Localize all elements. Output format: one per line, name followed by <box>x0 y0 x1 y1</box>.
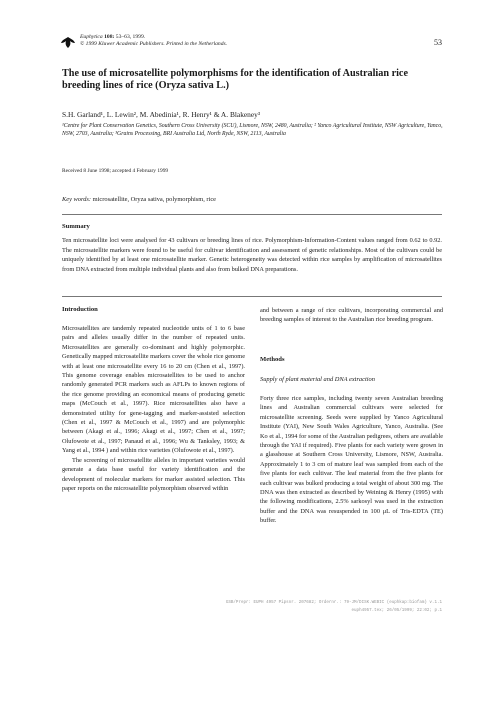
intro-paragraph-2: The screening of microsatellite alleles in important varieties would generate a data base useful for variety identification and the development of molecular markers for marker assisted selection. This paper reports on the microsatellite polymorphism observed within <box>62 456 245 492</box>
methods-subheading: Supply of plant material and DNA extraction <box>260 376 375 383</box>
intro-continuation: and between a range of rice cultivars, incorporating commercial and breeding samples of interest to the Australian rice breeding program. <box>260 307 443 324</box>
page-number: 53 <box>434 38 442 47</box>
methods-paragraph-1: Forty three rice samples, including twenty seven Australian breeding lines and Australian commercial cultivars were selected for microsatellite screening. Seeds were supplied by Yanco Agricultural Institute (YAI), New South Wales Agriculture, Yanco, Australia. (See Ko et al., 1994 for some of the Australian pedigrees, others are available through the YAI if required). Five plants for each variety were grown in a glasshouse at Southern Cross University, Lismore, NSW, Australia. Approximately 1 to 3 cm of mature leaf was sampled from each of the five plants for each cultivar. The leaf material from the five plants for each cultivar was bulked producing a total weight of about 300 mg. The DNA was then extracted as described by Weining & Henry (1995) with the following modifications, 2.5% sarkosyl was used in the extraction buffer and the DNA was resuspended in 100 μL of Tris-EDTA (TE) buffer. <box>260 395 443 525</box>
received-dates: Received 8 June 1998; accepted 4 February 1999 <box>62 168 169 174</box>
summary-heading: Summary <box>62 223 90 230</box>
publisher-logo-icon <box>60 36 76 49</box>
journal-name: Euphytica <box>80 34 103 40</box>
copyright-line: © 1999 Kluwer Academic Publishers. Printed in the Netherlands. <box>80 41 228 48</box>
keywords <box>62 196 216 203</box>
journal-header <box>80 34 460 49</box>
right-column <box>260 306 443 325</box>
keywords-text: microsatellite, Oryza sativa, polymorphism, rice <box>92 196 217 203</box>
footer-line-2: euph4957.tex; 26/05/1999; 22:02; p.1 <box>351 609 442 613</box>
journal-pages: 53–63, 1999. <box>115 34 146 40</box>
affiliations: ¹Centre for Plant Conservation Genetics, Southern Cross University (SCU), Lismore, NSW, 2480, Australia; ² Yanco Agricultural Institute, NSW Agriculture, Yanco, NSW, 2703, Australia; ³Grains Processing, BRI Australia Ltd, North Ryde, NSW, 2113, Australia <box>62 123 443 138</box>
divider-top <box>62 214 442 215</box>
author-list: S.H. Garland¹, L. Lewin², M. Abedinia¹, R. Henry¹ & A. Blakeney³ <box>62 110 261 119</box>
print-footer <box>82 599 442 615</box>
intro-paragraph-1: Microsatellites are tandemly repeated nucleotide units of 1 to 6 base pairs and alleles usually differ in the number of repeated units. Microsatellites are generally co-dominant and highly polymorphic. Genetically mapped microsatellite markers cover the whole rice genome with at least one microsatellite every 16 to 20 cm (Chen et al., 1997). This genome coverage enables microsatellites to be used to anchor randomly generated PCR markers such as AFLPs to known regions of the rice genome providing an economical means of producing genetic maps (McCouch et al., 1997). Rice microsatellites also have a demonstrated utility for gene-tagging and marker-assisted selection (Chen et al., 1997 & McCouch et al., 1997) and are polymorphic between (Akagi et al., 1996; Akagi et al., 1997; Chen et al., 1997; Olufowote et al., 1997; Panaud et al., 1996; Wu & Tanksley, 1993; & Yang et al., 1994 ) and within rice varieties (Olufowote et al., 1997). <box>62 325 245 455</box>
introduction-heading: Introduction <box>62 306 98 313</box>
methods-heading: Methods <box>260 356 285 363</box>
journal-volume: 108: <box>104 34 115 40</box>
keywords-label: Key words: <box>62 196 92 203</box>
footer-line-1: GSB/Prepr: EUPH 4957 Pipsnr. 207682; Ordernr.: 79-JM/DISK.WEBIC (euphkap:biofam) v.1.1 <box>225 601 442 605</box>
summary-text: Ten microsatellite loci were analysed for 43 cultivars or breeding lines of rice. Polymorphism-Information-Content values ranged from 0.62 to 0.92. The microsatellite markers were found to be useful for cultivar identification and assessment of genetic relationships. Most of the cultivars could be uniquely identified by at least one microsatellite marker. Genetic heterogeneity was detected within rice samples by amplification of microsatellites from DNA extracted from multiple individual plants and also from bulked DNA preparations. <box>62 237 442 273</box>
left-column <box>62 324 245 493</box>
paper-title: The use of microsatellite polymorphisms for the identification of Australian rice breeding lines of rice (Oryza sativa L.) <box>62 68 408 92</box>
divider-bottom <box>62 296 442 297</box>
